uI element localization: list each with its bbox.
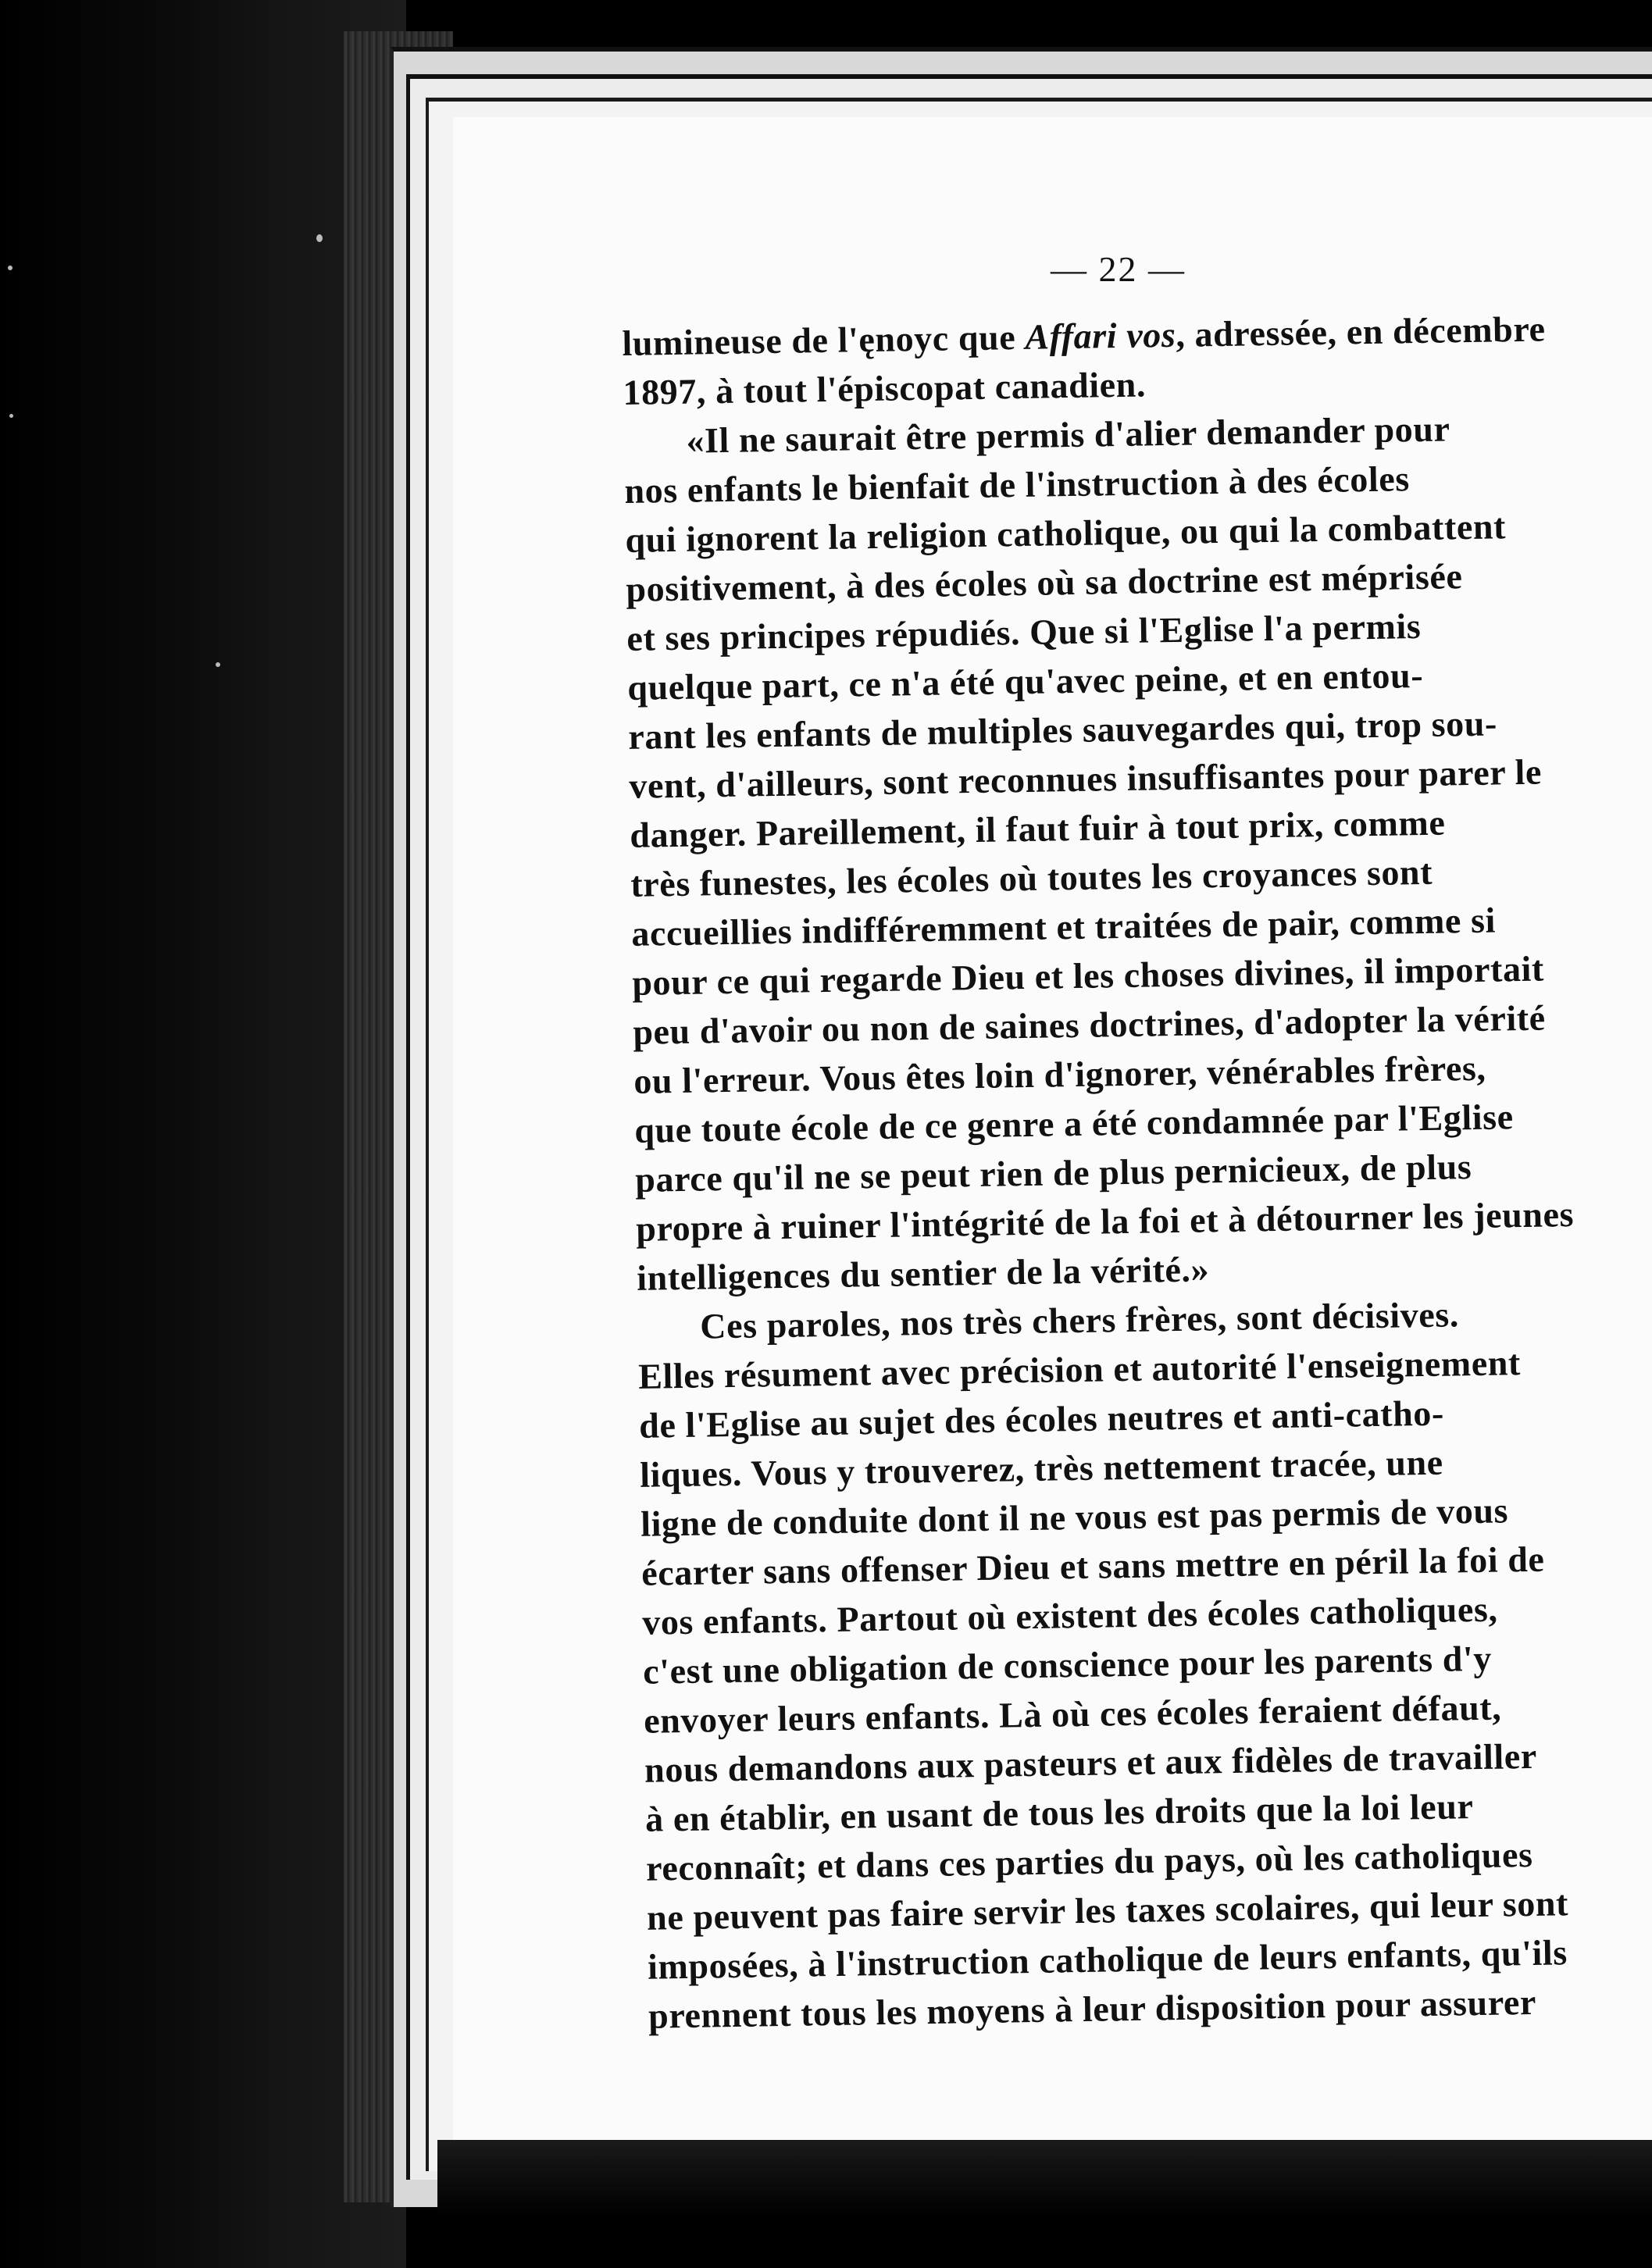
text-segment: c'est une obligation de conscience pour les parents d'y: [642, 1638, 1493, 1692]
dust-speck: [8, 266, 12, 270]
text-segment: positivement, à des écoles où sa doctrine est méprisée: [626, 556, 1463, 609]
text-segment: Ces paroles, nos très chers frères, sont décisives.: [699, 1294, 1460, 1346]
text-segment: parce qu'il ne se peut rien de plus pernicieux, de plus: [634, 1146, 1472, 1200]
dust-speck: [9, 414, 13, 418]
text-segment: à en établir, en usant de tous les droits que la loi leur: [644, 1786, 1474, 1839]
text-segment: très funestes, les écoles où toutes les croyances sont: [630, 851, 1433, 904]
text-segment: danger. Pareillement, il faut fuir à tout prix, comme: [629, 802, 1446, 855]
dust-speck: [216, 662, 220, 667]
text-segment: peu d'avoir ou non de saines doctrines, d'adopter la vérité: [632, 997, 1547, 1052]
text-segment: Elles résument avec précision et autorité l'enseignement: [637, 1343, 1522, 1396]
text-segment: rant les enfants de multiples sauvegardes qui, trop sou-: [628, 703, 1498, 757]
text-segment: imposées, à l'instruction catholique de leurs enfants, qu'ils: [647, 1932, 1568, 1987]
page-bottom-shadow: [437, 2140, 1652, 2268]
text-segment: lumineuse de l'ęnoyc: [622, 318, 950, 363]
page-number: — 22 —: [1051, 249, 1186, 289]
text-segment: reconnaît; et dans ces parties du pays, où les catholiques: [645, 1834, 1533, 1888]
text-segment: vent, d'ailleurs, sont reconnues insuffisantes pour parer le: [629, 751, 1543, 806]
text-segment: de l'Eglise au sujet des écoles neutres et anti-catho-: [638, 1393, 1445, 1446]
text-segment: , adressée, en décembre: [1175, 308, 1546, 355]
text-segment: que toute école de ce genre a été condamnée par l'Eglise: [633, 1097, 1515, 1150]
text-segment: écarter sans offenser Dieu et sans mettre en péril la foi de: [640, 1539, 1545, 1593]
text-segment: accueillies indifféremment et traitées de pair, comme si: [630, 900, 1497, 954]
text-segment: que: [948, 316, 1026, 358]
text-segment: et ses principes répudiés. Que si l'Eglise l'a permis: [626, 605, 1422, 658]
text-segment: intelligences du sentier de la vérité.»: [636, 1249, 1210, 1298]
text-segment: quelque part, ce n'a été qu'avec peine, et en entou-: [627, 654, 1424, 708]
text-segment: ou l'erreur. Vous êtes loin d'ignorer, vénérables frères,: [633, 1047, 1486, 1101]
text-segment: prennent tous les moyens à leur disposition pour assurer: [648, 1981, 1537, 2036]
text-segment: ne peuvent pas faire servir les taxes scolaires, qui leur sont: [646, 1883, 1569, 1938]
dust-speck: [316, 234, 323, 242]
text-segment: «Il ne saurait être permis d'alier demander pour: [686, 408, 1450, 461]
body-text: [622, 300, 1652, 2040]
text-segment: qui ignorent la religion catholique, ou qui la combattent: [625, 506, 1507, 560]
italic-text: Affari vos: [1024, 314, 1176, 357]
text-segment: propre à ruiner l'intégrité de la foi et à détourner les jeunes: [635, 1193, 1575, 1249]
text-segment: ligne de conduite dont il ne vous est pas permis de vous: [640, 1490, 1509, 1544]
text-segment: envoyer leurs enfants. Là où ces écoles feraient défaut,: [643, 1687, 1502, 1741]
text-segment: pour ce qui regarde Dieu et les choses divines, il importait: [631, 948, 1545, 1003]
text-segment: 1897, à tout l'épiscopat canadien.: [623, 364, 1147, 412]
text-segment: nos enfants le bienfait de l'instruction à des écoles: [624, 458, 1411, 511]
text-segment: liques. Vous y trouverez, très nettement tracée, une: [639, 1442, 1444, 1495]
text-segment: nous demandons aux pasteurs et aux fidèles de travailler: [644, 1735, 1538, 1790]
text-segment: vos enfants. Partout où existent des écoles catholiques,: [641, 1589, 1498, 1642]
